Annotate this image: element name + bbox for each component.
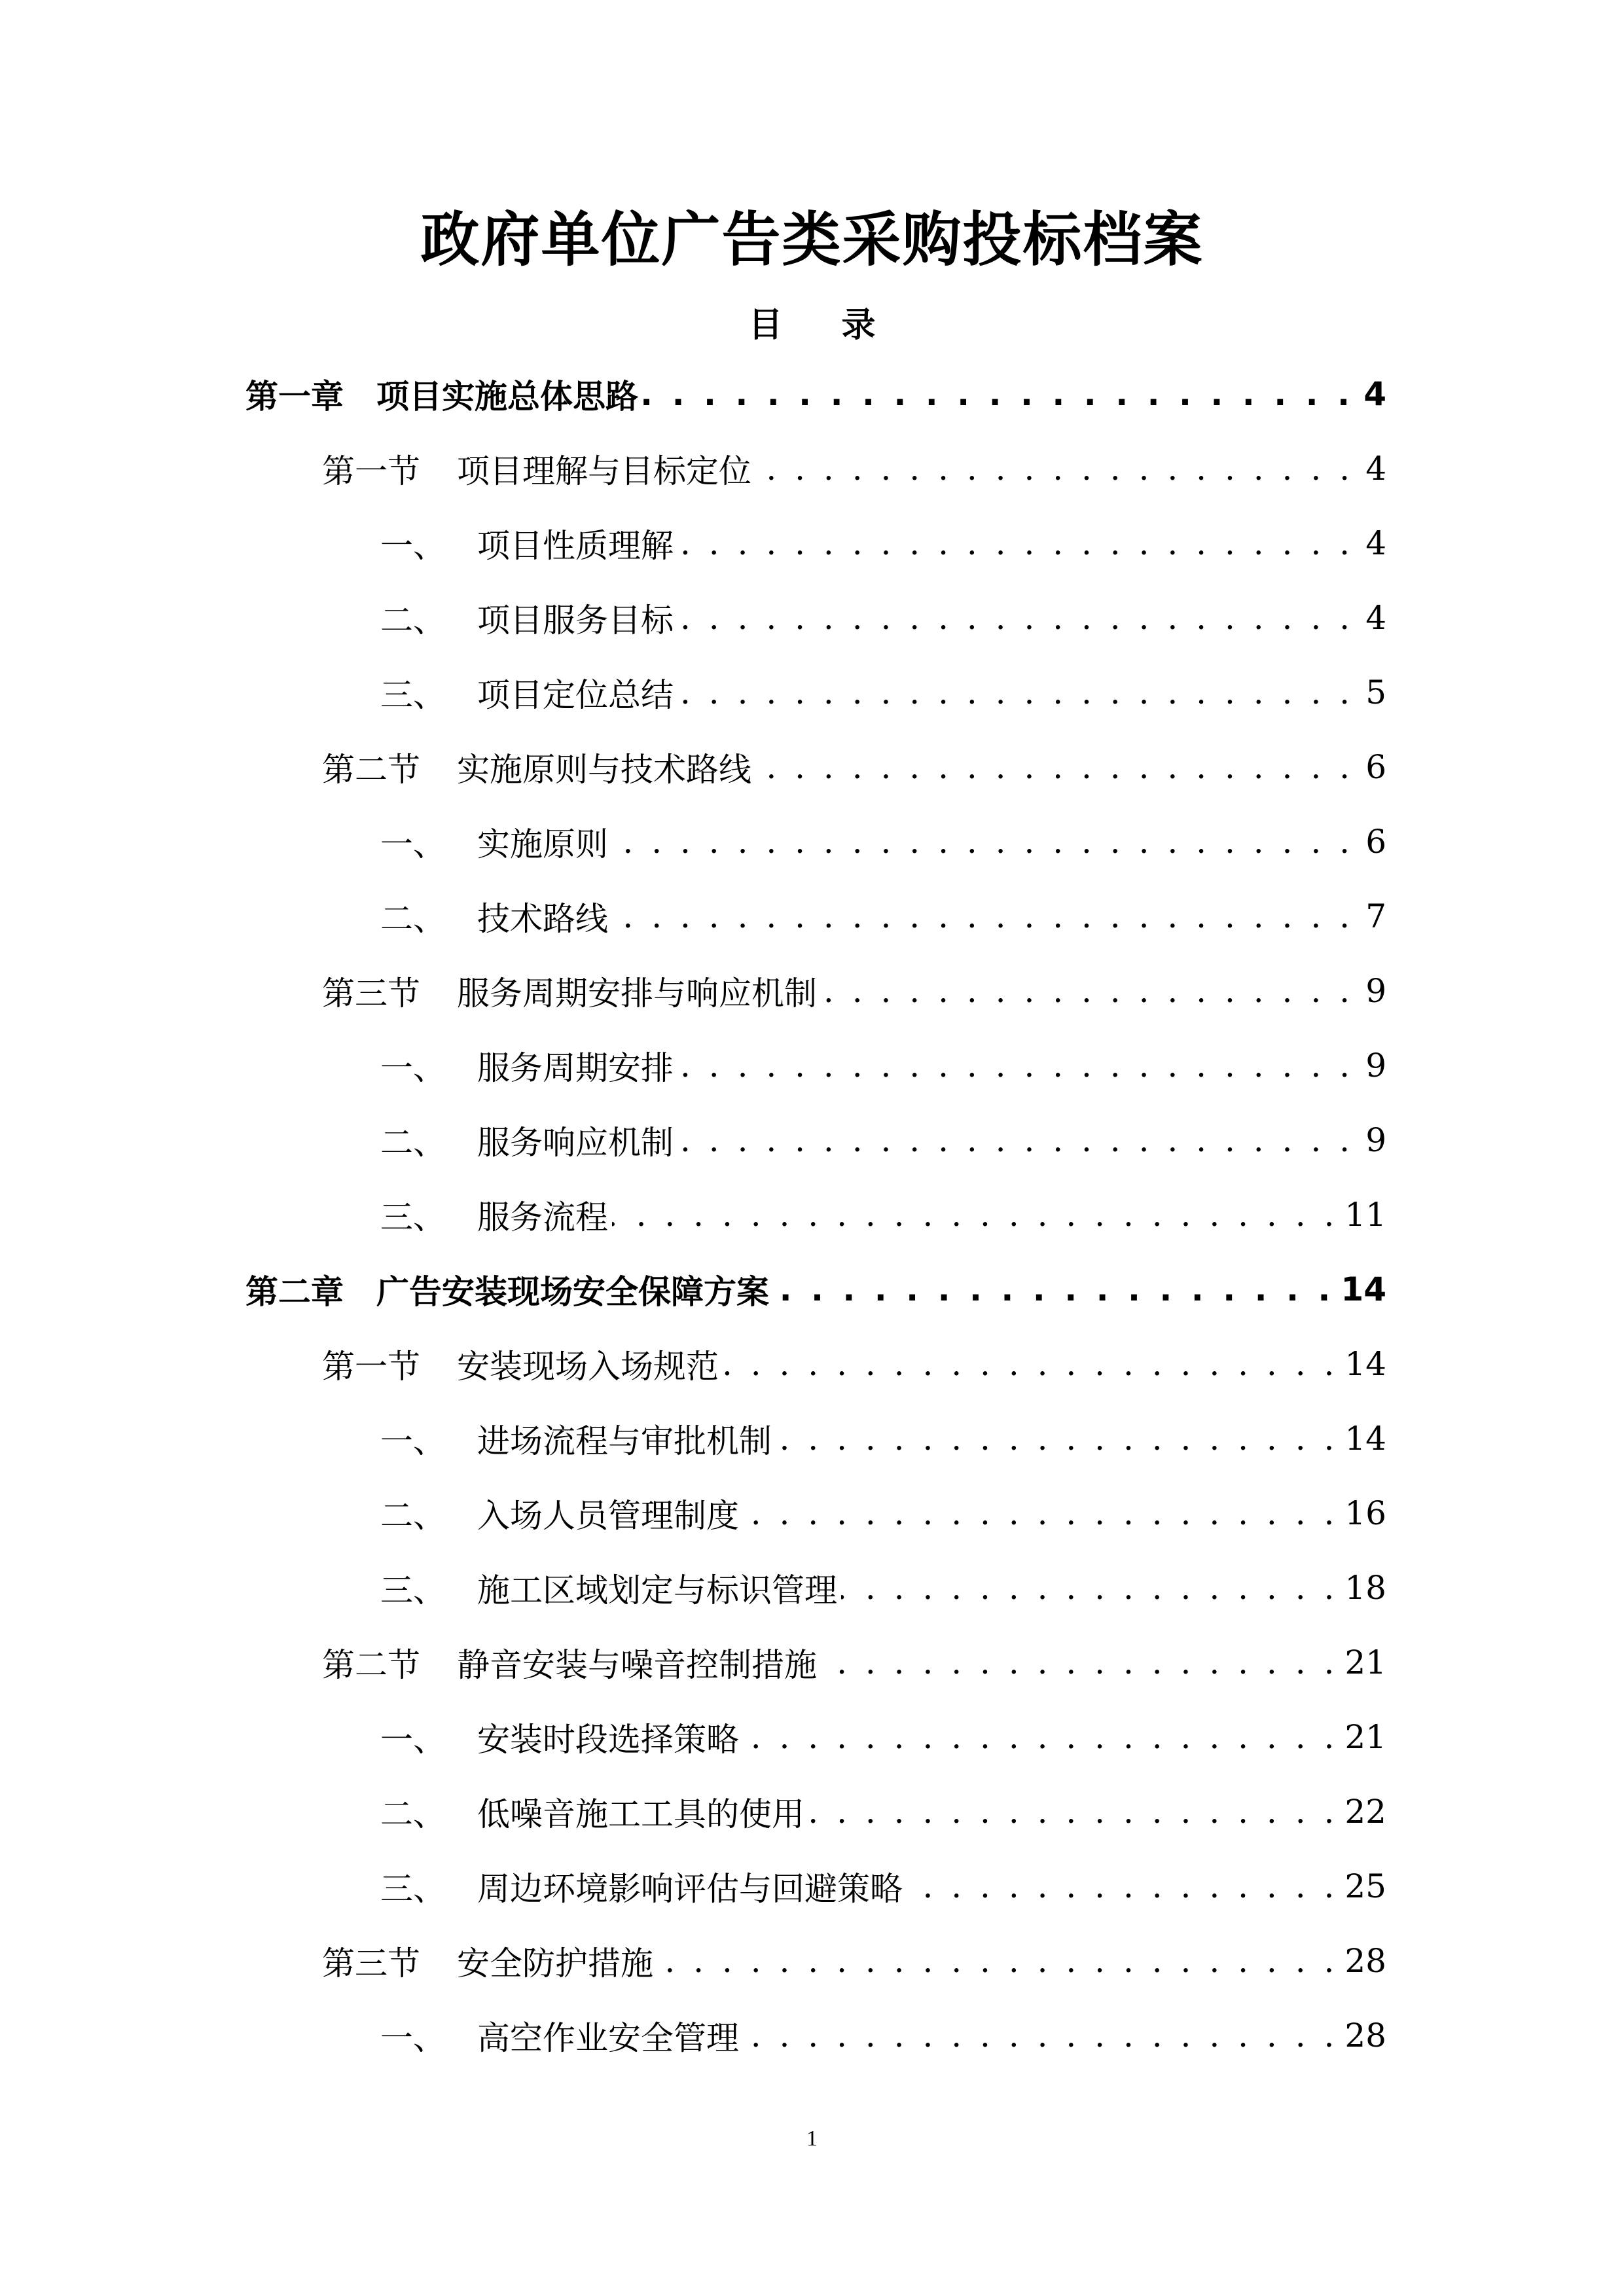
toc-dot-leader [755, 433, 1354, 505]
toc-dot-leader [743, 1477, 1338, 1549]
toc-entry-number: 第三节 [322, 975, 420, 1013]
toc-dot-leader [841, 1552, 1338, 1624]
toc-entry-page: 4 [1365, 599, 1386, 637]
page-number: 1 [806, 2126, 818, 2151]
toc-entry-number: 一、 [380, 1721, 446, 1759]
toc-entry-item[interactable] [380, 582, 1386, 654]
toc-entry-page: 22 [1344, 1793, 1386, 1831]
toc-entry-number: 第二章 [245, 1273, 344, 1311]
toc-entry-title: 低噪音施工工具的使用 [477, 1795, 804, 1833]
toc-entry-title: 项目定位总结 [477, 676, 674, 714]
toc-entry-page: 4 [1363, 375, 1386, 413]
toc-entry-title: 静音安装与噪音控制措施 [457, 1646, 817, 1684]
toc-entry-item[interactable] [380, 1030, 1386, 1102]
toc-entry-item[interactable] [380, 1477, 1386, 1549]
toc-entry-section[interactable] [322, 955, 1386, 1027]
toc-entry-page: 9 [1365, 1047, 1386, 1085]
toc-entry-number: 第二节 [322, 751, 420, 789]
toc-dot-leader [612, 806, 1354, 878]
toc-entry-page: 21 [1344, 1643, 1386, 1681]
toc-dot-leader [907, 1850, 1338, 1922]
toc-entry-page: 14 [1341, 1270, 1386, 1308]
toc-dot-leader [743, 2000, 1338, 2072]
toc-entry-item[interactable] [380, 880, 1386, 952]
toc-entry-item[interactable] [380, 1179, 1386, 1251]
toc-entry-page: 9 [1365, 1121, 1386, 1159]
toc-entry-number: 第一章 [245, 378, 344, 416]
toc-entry-title: 安装现场入场规范 [457, 1348, 719, 1386]
toc-dot-leader [657, 1925, 1338, 1997]
toc-dot-leader [642, 358, 1354, 430]
toc-entry-title: 技术路线 [477, 900, 608, 938]
toc-entry-title: 周边环境影响评估与回避策略 [477, 1870, 903, 1908]
toc-dot-leader [743, 1701, 1338, 1773]
toc-entry-title: 服务流程 [477, 1198, 608, 1236]
toc-dot-leader [776, 1403, 1338, 1475]
toc-dot-leader [821, 955, 1354, 1027]
toc-entry-item[interactable] [380, 1552, 1386, 1624]
toc-dot-leader [612, 1179, 1338, 1251]
toc-entry-item[interactable] [380, 1701, 1386, 1773]
toc-entry-number: 一、 [380, 825, 446, 863]
toc-entry-item[interactable] [380, 1776, 1386, 1848]
toc-entry-page: 14 [1344, 1345, 1386, 1383]
toc-dot-leader [677, 1030, 1354, 1102]
toc-entry-title: 项目性质理解 [477, 527, 674, 565]
toc-entry-page: 7 [1365, 897, 1386, 935]
toc-entry-chapter[interactable] [245, 358, 1386, 430]
toc-entry-number: 二、 [380, 1124, 446, 1162]
toc-entry-title: 实施原则与技术路线 [457, 751, 751, 789]
toc-entry-number: 三、 [380, 1198, 446, 1236]
toc-entry-title: 施工区域划定与标识管理 [477, 1571, 837, 1609]
toc-entry-chapter[interactable] [245, 1253, 1386, 1325]
toc-entry-section[interactable] [322, 1925, 1386, 1997]
toc-entry-page: 21 [1344, 1718, 1386, 1756]
toc-entry-title: 项目实施总体思路 [376, 378, 638, 416]
toc-entry-number: 三、 [380, 1571, 446, 1609]
toc-entry-item[interactable] [380, 656, 1386, 728]
toc-entry-page: 18 [1344, 1569, 1386, 1607]
toc-entry-title: 项目理解与目标定位 [457, 452, 751, 490]
toc-entry-page: 16 [1344, 1494, 1386, 1532]
toc-dot-leader [773, 1253, 1334, 1325]
toc-dot-leader [677, 582, 1354, 654]
toc-entry-number: 一、 [380, 2019, 446, 2057]
toc-dot-leader [808, 1776, 1338, 1848]
toc-entry-section[interactable] [322, 433, 1386, 505]
toc-entry-page: 6 [1365, 823, 1386, 861]
toc-entry-page: 28 [1344, 2017, 1386, 2054]
toc-entry-page: 5 [1365, 673, 1386, 711]
toc-entry-number: 二、 [380, 1497, 446, 1535]
toc-entry-number: 三、 [380, 676, 446, 714]
toc-entry-item[interactable] [380, 507, 1386, 579]
toc-entry-title: 服务响应机制 [477, 1124, 674, 1162]
toc-entry-number: 二、 [380, 601, 446, 639]
toc-dot-leader [677, 507, 1354, 579]
toc-entry-number: 一、 [380, 527, 446, 565]
toc-entry-page: 11 [1344, 1196, 1386, 1234]
toc-dot-leader [612, 880, 1354, 952]
toc-dot-leader [821, 1626, 1338, 1698]
toc-entry-item[interactable] [380, 806, 1386, 878]
toc-entry-number: 二、 [380, 900, 446, 938]
toc-entry-page: 4 [1365, 450, 1386, 488]
toc-entry-section[interactable] [322, 1328, 1386, 1400]
toc-dot-leader [723, 1328, 1338, 1400]
toc-entry-page: 14 [1344, 1420, 1386, 1458]
toc-entry-section[interactable] [322, 731, 1386, 803]
toc-entry-item[interactable] [380, 1850, 1386, 1922]
toc-entry-number: 一、 [380, 1049, 446, 1087]
toc-entry-number: 第一节 [322, 1348, 420, 1386]
toc-entry-number: 第二节 [322, 1646, 420, 1684]
toc-entry-number: 一、 [380, 1422, 446, 1460]
toc-entry-number: 第一节 [322, 452, 420, 490]
toc-entry-item[interactable] [380, 1403, 1386, 1475]
toc-entry-item[interactable] [380, 2000, 1386, 2072]
toc-entry-page: 4 [1365, 524, 1386, 562]
toc-dot-leader [677, 1104, 1354, 1176]
document-title: 政府单位广告类采购投标档案 [420, 206, 1204, 274]
toc-entry-title: 服务周期安排 [477, 1049, 674, 1087]
toc-entry-page: 9 [1365, 972, 1386, 1010]
toc-entry-title: 入场人员管理制度 [477, 1497, 739, 1535]
toc-entry-title: 安全防护措施 [457, 1945, 653, 1982]
toc-entry-number: 二、 [380, 1795, 446, 1833]
toc-entry-title: 安装时段选择策略 [477, 1721, 739, 1759]
toc-entry-section[interactable] [322, 1626, 1386, 1698]
toc-entry-title: 项目服务目标 [477, 601, 674, 639]
toc-entry-title: 服务周期安排与响应机制 [457, 975, 817, 1013]
toc-entry-number: 三、 [380, 1870, 446, 1908]
toc-entry-item[interactable] [380, 1104, 1386, 1176]
toc-entry-title: 高空作业安全管理 [477, 2019, 739, 2057]
toc-entry-title: 实施原则 [477, 825, 608, 863]
toc-entry-page: 25 [1344, 1867, 1386, 1905]
toc-entry-number: 第三节 [322, 1945, 420, 1982]
toc-entry-page: 6 [1365, 748, 1386, 786]
toc-entry-title: 进场流程与审批机制 [477, 1422, 772, 1460]
toc-dot-leader [755, 731, 1354, 803]
toc-heading: 目 录 [748, 306, 899, 345]
toc-dot-leader [677, 656, 1354, 728]
toc-entry-page: 28 [1344, 1942, 1386, 1980]
toc-entry-title: 广告安装现场安全保障方案 [376, 1273, 769, 1311]
